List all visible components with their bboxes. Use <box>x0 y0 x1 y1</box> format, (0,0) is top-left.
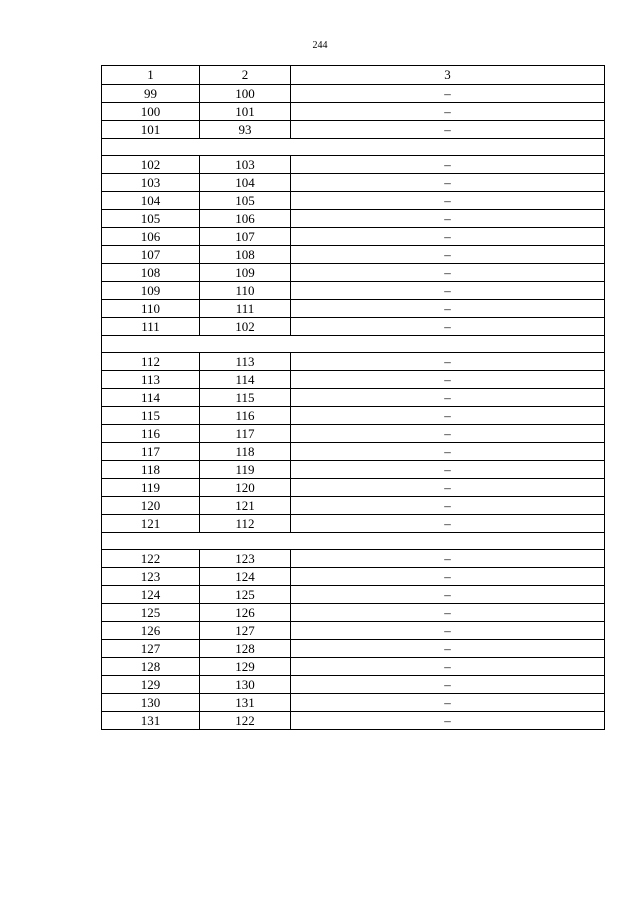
page-number: 244 <box>312 40 328 51</box>
table-cell-col-1: 103 <box>102 174 200 192</box>
table-row <box>102 515 605 533</box>
table-cell-col-2: 107 <box>200 228 291 246</box>
table-cell-col-1: 109 <box>102 282 200 300</box>
table-cell-col-1: 129 <box>102 676 200 694</box>
table-cell-col-3: – <box>291 586 605 604</box>
table-cell-col-1: 102 <box>102 156 200 174</box>
table-cell-col-2: 125 <box>200 586 291 604</box>
table-cell-col-1: 120 <box>102 497 200 515</box>
table-cell-col-3: – <box>291 282 605 300</box>
table-cell-col-2: 122 <box>200 712 291 730</box>
table-cell-col-3: – <box>291 497 605 515</box>
table-cell-col-2: 106 <box>200 210 291 228</box>
table-cell-col-1: 101 <box>102 121 200 139</box>
table-cell-col-2: 114 <box>200 371 291 389</box>
table-cell-col-3: – <box>291 371 605 389</box>
table-row <box>102 121 605 139</box>
table-cell-col-1: 126 <box>102 622 200 640</box>
table-cell-col-2: 116 <box>200 407 291 425</box>
table-cell-col-1: 118 <box>102 461 200 479</box>
table-cell-col-3: – <box>291 300 605 318</box>
table-cell-col-2: 115 <box>200 389 291 407</box>
table-cell-col-3: – <box>291 712 605 730</box>
table-cell-col-1: 99 <box>102 85 200 103</box>
data-table <box>101 65 605 730</box>
table-cell-col-1: 114 <box>102 389 200 407</box>
separator-cell <box>102 533 605 550</box>
table-cell-col-3: – <box>291 156 605 174</box>
table-cell-col-2: 108 <box>200 246 291 264</box>
table-cell-col-2: 110 <box>200 282 291 300</box>
table-row <box>102 694 605 712</box>
table-row <box>102 174 605 192</box>
table-cell-col-3: – <box>291 694 605 712</box>
table-cell-col-1: 104 <box>102 192 200 210</box>
table-row <box>102 282 605 300</box>
table-cell-col-3: – <box>291 604 605 622</box>
table-cell-col-3: – <box>291 264 605 282</box>
table-cell-col-1: 122 <box>102 550 200 568</box>
table-cell-col-3: – <box>291 568 605 586</box>
table-row <box>102 640 605 658</box>
table-cell-col-1: 111 <box>102 318 200 336</box>
table-cell-col-2: 103 <box>200 156 291 174</box>
table-row <box>102 318 605 336</box>
table-row <box>102 712 605 730</box>
table-cell-col-1: 121 <box>102 515 200 533</box>
table-cell-col-2: 126 <box>200 604 291 622</box>
table-cell-col-1: 105 <box>102 210 200 228</box>
table-cell-col-3: – <box>291 353 605 371</box>
table-row <box>102 192 605 210</box>
group-separator-row <box>102 139 605 156</box>
table-row <box>102 371 605 389</box>
table-cell-col-2: 128 <box>200 640 291 658</box>
table-cell-col-3: – <box>291 85 605 103</box>
table-cell-col-2: 120 <box>200 479 291 497</box>
table-cell-col-1: 116 <box>102 425 200 443</box>
table-row <box>102 407 605 425</box>
table-cell-col-1: 106 <box>102 228 200 246</box>
table-cell-col-2: 102 <box>200 318 291 336</box>
table-cell-col-2: 111 <box>200 300 291 318</box>
table-cell-col-2: 124 <box>200 568 291 586</box>
table-cell-col-3: – <box>291 192 605 210</box>
table-row <box>102 389 605 407</box>
table-row <box>102 264 605 282</box>
table-cell-col-2: 117 <box>200 425 291 443</box>
separator-cell <box>102 139 605 156</box>
table-row <box>102 568 605 586</box>
table-cell-col-3: – <box>291 228 605 246</box>
table-cell-col-3: – <box>291 318 605 336</box>
header-cell-2: 2 <box>200 66 291 85</box>
table-cell-col-1: 110 <box>102 300 200 318</box>
group-separator-row <box>102 336 605 353</box>
table-row <box>102 103 605 121</box>
table-row <box>102 479 605 497</box>
table-cell-col-2: 93 <box>200 121 291 139</box>
table-cell-col-2: 127 <box>200 622 291 640</box>
table-row <box>102 461 605 479</box>
table-row <box>102 300 605 318</box>
table-row <box>102 246 605 264</box>
table-row <box>102 676 605 694</box>
table-row <box>102 443 605 461</box>
table-row <box>102 85 605 103</box>
table-cell-col-1: 107 <box>102 246 200 264</box>
table-cell-col-2: 119 <box>200 461 291 479</box>
table-row <box>102 210 605 228</box>
group-separator-row <box>102 533 605 550</box>
table-cell-col-1: 127 <box>102 640 200 658</box>
header-cell-3: 3 <box>291 66 605 85</box>
table-row <box>102 658 605 676</box>
table-cell-col-3: – <box>291 121 605 139</box>
table-cell-col-2: 105 <box>200 192 291 210</box>
table-cell-col-2: 131 <box>200 694 291 712</box>
table-cell-col-1: 124 <box>102 586 200 604</box>
table-cell-col-3: – <box>291 515 605 533</box>
table-cell-col-3: – <box>291 443 605 461</box>
table-cell-col-1: 125 <box>102 604 200 622</box>
table-cell-col-3: – <box>291 246 605 264</box>
table-cell-col-2: 118 <box>200 443 291 461</box>
table-cell-col-3: – <box>291 174 605 192</box>
table-row <box>102 228 605 246</box>
table-cell-col-2: 109 <box>200 264 291 282</box>
table-cell-col-1: 131 <box>102 712 200 730</box>
table-row <box>102 353 605 371</box>
table-cell-col-2: 130 <box>200 676 291 694</box>
table-row <box>102 604 605 622</box>
table-cell-col-1: 119 <box>102 479 200 497</box>
table-cell-col-3: – <box>291 676 605 694</box>
table-row <box>102 425 605 443</box>
table-cell-col-2: 104 <box>200 174 291 192</box>
table-cell-col-1: 100 <box>102 103 200 121</box>
table-cell-col-1: 112 <box>102 353 200 371</box>
table-row <box>102 497 605 515</box>
table-cell-col-1: 113 <box>102 371 200 389</box>
table-cell-col-3: – <box>291 103 605 121</box>
table-row <box>102 586 605 604</box>
table-row <box>102 156 605 174</box>
table-cell-col-1: 128 <box>102 658 200 676</box>
table-cell-col-1: 130 <box>102 694 200 712</box>
table-cell-col-2: 121 <box>200 497 291 515</box>
table-cell-col-3: – <box>291 622 605 640</box>
header-cell-1: 1 <box>102 66 200 85</box>
table-cell-col-1: 117 <box>102 443 200 461</box>
table-cell-col-2: 101 <box>200 103 291 121</box>
table-cell-col-3: – <box>291 389 605 407</box>
table-cell-col-3: – <box>291 210 605 228</box>
table-cell-col-2: 100 <box>200 85 291 103</box>
table-cell-col-1: 108 <box>102 264 200 282</box>
table-cell-col-3: – <box>291 461 605 479</box>
table-body <box>102 66 605 730</box>
table-row <box>102 622 605 640</box>
table-cell-col-2: 113 <box>200 353 291 371</box>
table-cell-col-2: 123 <box>200 550 291 568</box>
table-cell-col-3: – <box>291 407 605 425</box>
table-row <box>102 550 605 568</box>
table-cell-col-3: – <box>291 550 605 568</box>
table-cell-col-3: – <box>291 640 605 658</box>
table-cell-col-2: 129 <box>200 658 291 676</box>
table-header-row <box>102 66 605 85</box>
table-cell-col-1: 115 <box>102 407 200 425</box>
separator-cell <box>102 336 605 353</box>
table-cell-col-3: – <box>291 479 605 497</box>
table-cell-col-1: 123 <box>102 568 200 586</box>
table-cell-col-3: – <box>291 658 605 676</box>
table-cell-col-3: – <box>291 425 605 443</box>
table-cell-col-2: 112 <box>200 515 291 533</box>
